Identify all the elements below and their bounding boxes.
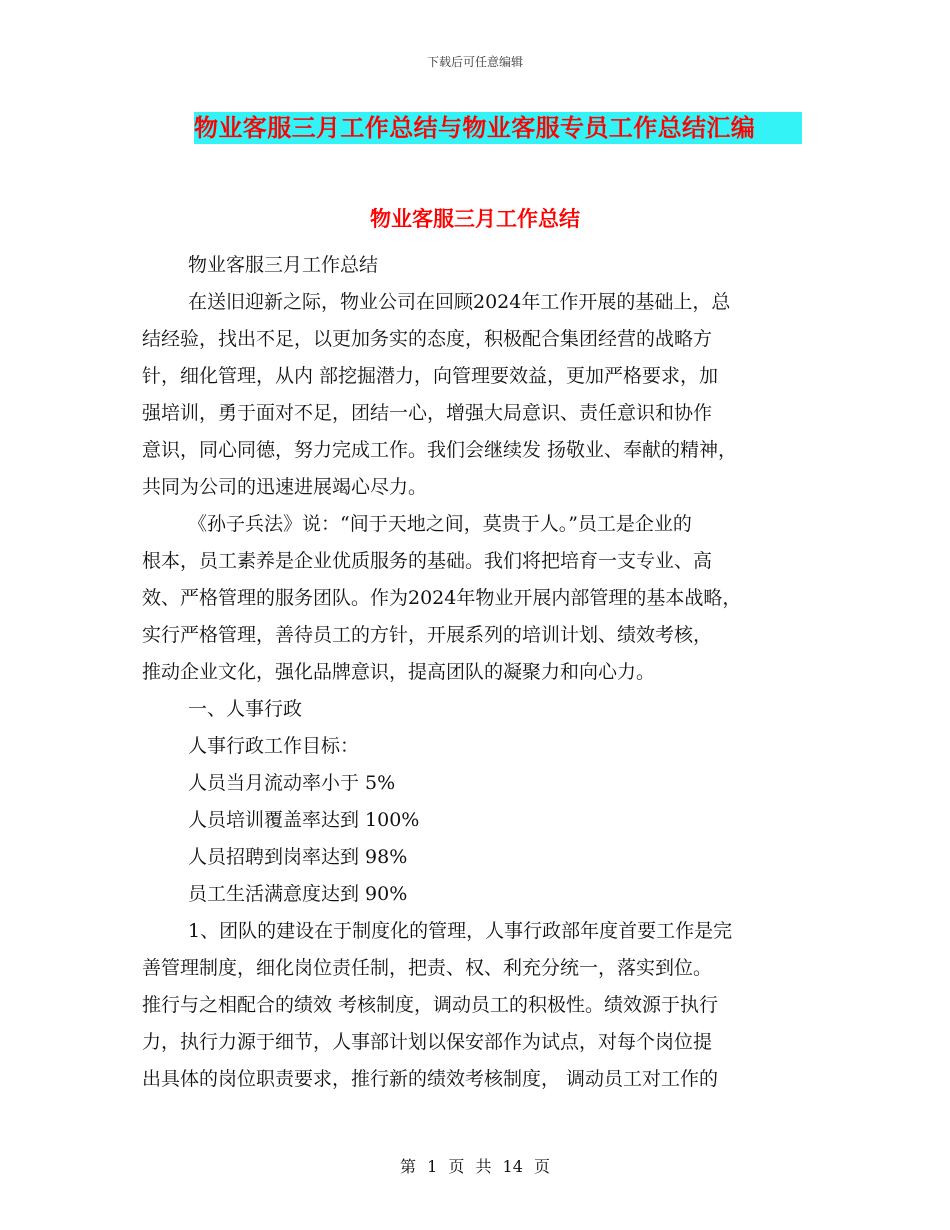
paragraph-line: 人员当月流动率小于 5% [188, 772, 396, 794]
paragraph-line: 1、团队的建设在于制度化的管理，人事行政部年度首要工作是完 [188, 920, 733, 942]
paragraph-line: 共同为公司的迅速进展竭心尽力。 [142, 476, 428, 498]
paragraph-line: 员工生活满意度达到 90% [188, 883, 408, 905]
paragraph-line: 物业客服三月工作总结 [188, 254, 379, 276]
paragraph-line: 实行严格管理，善待员工的方针，开展系列的培训计划、绩效考核， [142, 624, 713, 646]
paragraph-line: 意识，同心同德，努力完成工作。我们会继续发 扬敬业、奉献的精神， [142, 439, 738, 461]
paragraph-line: 力，执行力源于细节，人事部计划以保安部作为试点，对每个岗位提 [142, 1031, 713, 1053]
paragraph-line: 针，细化管理，从内 部挖掘潜力，向管理要效益，更加严格要求，加 [142, 365, 719, 387]
paragraph-line: 善管理制度，细化岗位责任制，把责、权、利充分统一，落实到位。 [142, 957, 713, 979]
paragraph-line: 一、人事行政 [188, 698, 303, 720]
paragraph-line: 在送旧迎新之际，物业公司在回顾2024年工作开展的基础上，总 [188, 291, 731, 313]
document-title: 物业客服三月工作总结与物业客服专员工作总结汇编 [194, 112, 802, 144]
paragraph-line: 人员培训覆盖率达到 100% [188, 809, 420, 831]
paragraph-line: 推动企业文化，强化品牌意识，提高团队的凝聚力和向心力。 [142, 661, 656, 683]
paragraph-line: 出具体的岗位职责要求，推行新的绩效考核制度， 调动员工对工作的 [142, 1068, 719, 1090]
paragraph-line: 根本，员工素养是企业优质服务的基础。我们将把培育一支专业、高 [142, 550, 713, 572]
page-footer: 第 1 页 共 14 页 [400, 1157, 550, 1176]
paragraph-line: 人事行政工作目标： [188, 735, 360, 757]
paragraph-line: 强培训，勇于面对不足，团结一心，增强大局意识、责任意识和协作 [142, 402, 713, 424]
paragraph-line: 结经验，找出不足，以更加务实的态度，积极配合集团经营的战略方 [142, 328, 713, 350]
paragraph-line: 效、严格管理的服务团队。作为2024年物业开展内部管理的基本战略， [142, 587, 742, 609]
paragraph-line: 《孙子兵法》说：“间于天地之间，莫贵于人。”员工是企业的 [188, 513, 692, 535]
header-note: 下载后可任意编辑 [426, 55, 523, 69]
paragraph-line: 推行与之相配合的绩效 考核制度，调动员工的积极性。绩效源于执行 [142, 994, 719, 1016]
paragraph-line: 人员招聘到岗率达到 98% [188, 846, 408, 868]
section-title: 物业客服三月工作总结 [370, 206, 580, 231]
